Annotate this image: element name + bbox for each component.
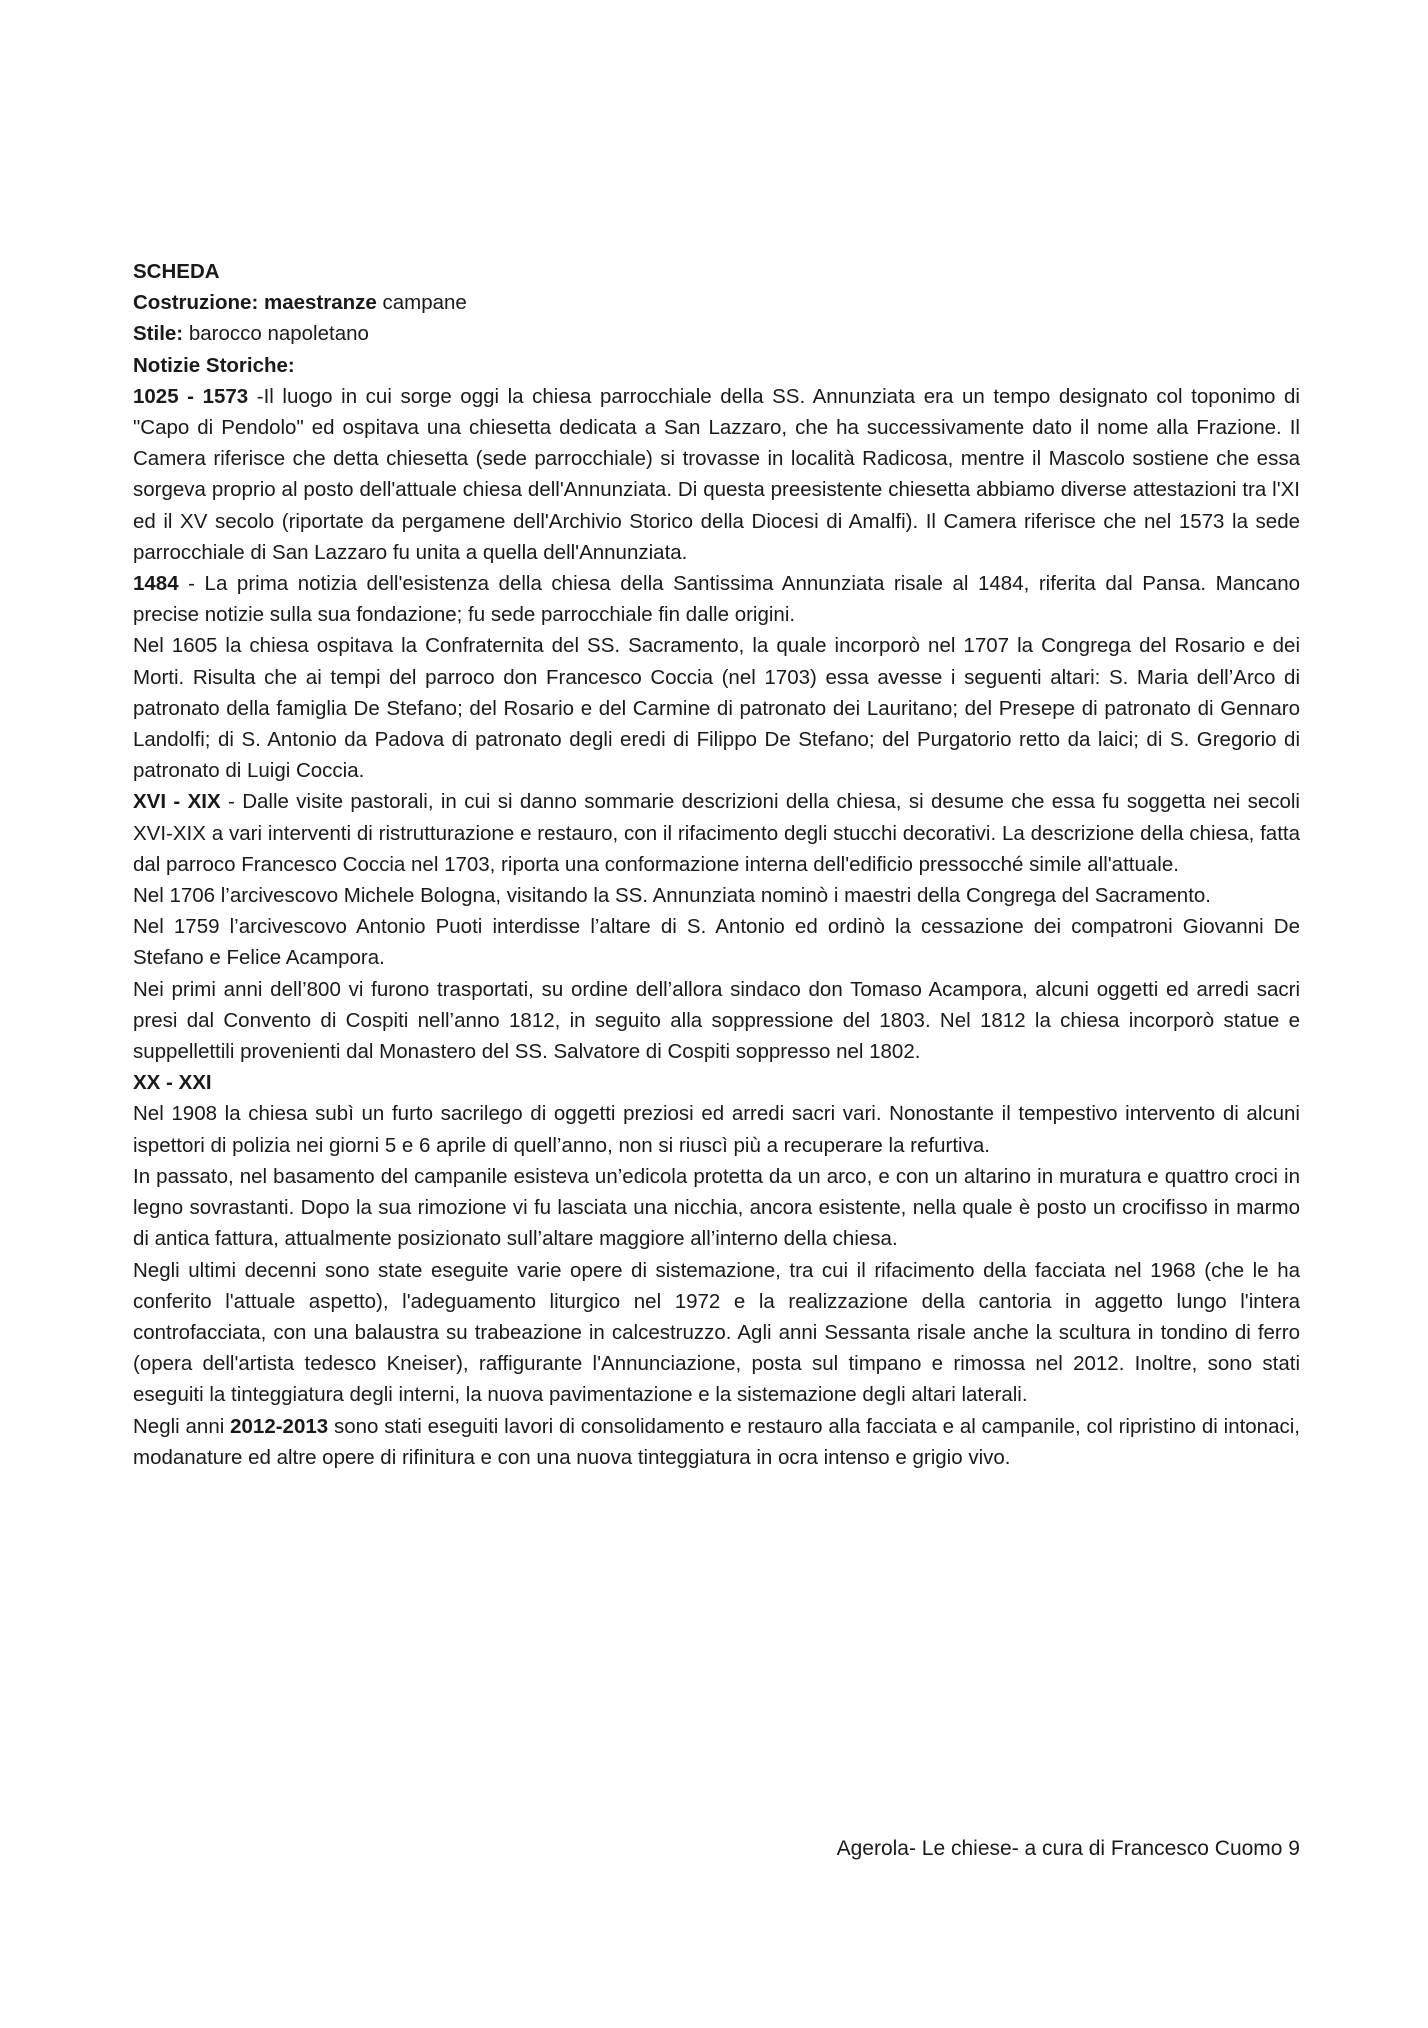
section-label-1025-1573: 1025 - 1573	[133, 384, 249, 408]
costruzione-value: campane	[376, 291, 467, 315]
section-text-xvi-xix: - Dalle visite pastorali, in cui si danno sommarie descrizioni della chiesa, si desume che essa fu soggetta nei secoli XVI-XIX a vari interventi di ristrutturazione e restauro, con il rifacimento degli stucchi decorativi. La descrizione della chiesa, fatta dal parroco Francesco Coccia nel 1703, riporta una conformazione interna dell'edificio pressocché simile all'attuale.	[133, 790, 1300, 876]
notizie-heading: Notizie Storiche:	[133, 353, 295, 377]
paragraph-1759: Nel 1759 l’arcivescovo Antonio Puoti interdisse l’altare di S. Antonio ed ordinò la cessazione dei compatroni Giovanni De Stefano e Felice Acampora.	[133, 915, 1300, 970]
section-label-1484: 1484	[133, 572, 179, 596]
paragraph-2012-2013	[133, 1411, 1300, 1473]
costruzione-label: Costruzione: maestranze	[133, 291, 377, 315]
text-2012-pre: Negli anni	[133, 1414, 231, 1438]
page-footer: Agerola- Le chiese- a cura di Francesco Cuomo 9	[836, 1837, 1300, 1860]
costruzione-line	[133, 287, 1300, 318]
section-text-1025-1573: -Il luogo in cui sorge oggi la chiesa parrocchiale della SS. Annunziata era un tempo designato col toponimo di "Capo di Pendolo" ed ospitava una chiesetta dedicata a San Lazzaro, che ha successivamente dato il nome alla Frazione. Il Camera riferisce che detta chiesetta (sede parrocchiale) si trovasse in località Radicosa, mentre il Mascolo sostiene che essa sorgeva proprio al posto dell'attuale chiesa dell'Annunziata. Di questa preesistente chiesetta abbiamo diverse attestazioni tra l'XI ed il XV secolo (riportate da pergamene dell'Archivio Storico della Diocesi di Amalfi). Il Camera riferisce che nel 1573 la sede parrocchiale di San Lazzaro fu unita a quella dell'Annunziata.	[133, 384, 1300, 564]
paragraph-1025-1573	[133, 381, 1300, 568]
stile-value: barocco napoletano	[183, 322, 369, 346]
paragraph-1484	[133, 568, 1300, 630]
paragraph-800: Nei primi anni dell’800 vi furono trasportati, su ordine dell’allora sindaco don Tomaso Acampora, alcuni oggetti ed arredi sacri presi dal Convento di Cospiti nell’anno 1812, in seguito alla soppressione del 1803. Nel 1812 la chiesa incorporò statue e suppellettili provenienti dal Monastero del SS. Salvatore di Cospiti soppresso nel 1802.	[133, 977, 1300, 1064]
stile-line	[133, 318, 1300, 349]
paragraph-1908: Nel 1908 la chiesa subì un furto sacrilego di oggetti preziosi ed arredi sacri vari. Nonostante il tempestivo intervento di alcuni ispettori di polizia nei giorni 5 e 6 aprile di quell’anno, non si riuscì più a recuperare la refurtiva.	[133, 1102, 1300, 1157]
paragraph-xvi-xix	[133, 786, 1300, 880]
stile-label: Stile:	[133, 322, 184, 346]
section-label-xvi-xix: XVI - XIX	[133, 790, 221, 814]
paragraph-passato: In passato, nel basamento del campanile esisteva un’edicola protetta da un arco, e con un altarino in muratura e quattro croci in legno sovrastanti. Dopo la sua rimozione vi fu lasciata una nicchia, ancora esistente, nella quale è posto un crocifisso in marmo di antica fattura, attualmente posizionato sull’altare maggiore all’interno della chiesa.	[133, 1164, 1300, 1251]
section-label-xx-xxi: XX - XXI	[133, 1071, 212, 1095]
scheda-heading: SCHEDA	[133, 260, 220, 283]
paragraph-1605: Nel 1605 la chiesa ospitava la Confraternita del SS. Sacramento, la quale incorporò nel 1707 la Congrega del Rosario e dei Morti. Risulta che ai tempi del parroco don Francesco Coccia (nel 1703) essa avesse i seguenti altari: S. Maria dell’Arco di patronato della famiglia De Stefano; del Rosario e del Carmine di patronato dei Lauritano; del Presepe di patronato di Gennaro Landolfi; di S. Antonio da Padova di patronato degli eredi di Filippo De Stefano; del Purgatorio retto da laici; di S. Gregorio di patronato di Luigi Coccia.	[133, 634, 1300, 783]
text-2012-bold: 2012-2013	[230, 1414, 329, 1438]
document-body	[133, 256, 1300, 1473]
paragraph-1706: Nel 1706 l’arcivescovo Michele Bologna, visitando la SS. Annunziata nominò i maestri della Congrega del Sacramento.	[133, 884, 1211, 908]
section-text-1484: - La prima notizia dell'esistenza della chiesa della Santissima Annunziata risale al 1484, riferita dal Pansa. Mancano precise notizie sulla sua fondazione; fu sede parrocchiale fin dalle origini.	[133, 572, 1300, 627]
text-2012-post: sono stati eseguiti lavori di consolidamento e restauro alla facciata e al campanile, col ripristino di intonaci, modanature ed altre opere di rifinitura e con una nuova tinteggiatura in ocra intenso e grigio vivo.	[133, 1414, 1300, 1469]
paragraph-ultimi-decenni: Negli ultimi decenni sono state eseguite varie opere di sistemazione, tra cui il rifacimento della facciata nel 1968 (che le ha conferito l'attuale aspetto), l'adeguamento liturgico nel 1972 e la realizzazione della cantoria in aggetto lungo l'intera controfacciata, con una balaustra su trabeazione in calcestruzzo. Agli anni Sessanta risale anche la scultura in tondino di ferro (opera dell'artista tedesco Kneiser), raffigurante l'Annunciazione, posta sul timpano e rimossa nel 2012. Inoltre, sono stati eseguiti la tinteggiatura degli interni, la nuova pavimentazione e la sistemazione degli altari laterali.	[133, 1258, 1300, 1407]
